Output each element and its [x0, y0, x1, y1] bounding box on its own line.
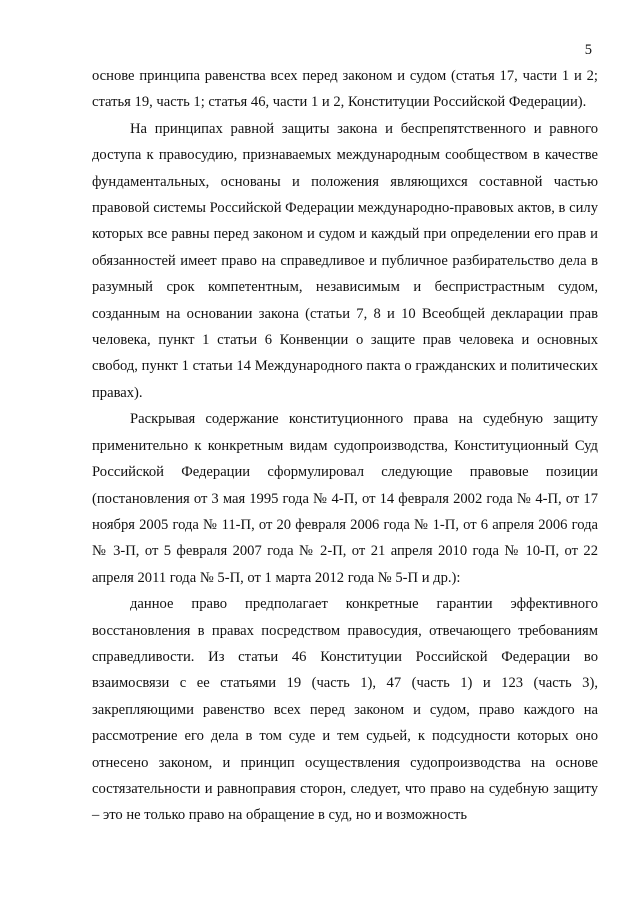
page-number: 5 [584, 42, 592, 58]
document-body [92, 63, 598, 829]
paragraph-continuation: основе принципа равенства всех перед законом и судом (статья 17, части 1 и 2; статья 19, часть 1; статья 46, части 1 и 2, Конституции Российской Федерации). [92, 68, 598, 111]
paragraph-right-guarantees: данное право предполагает конкретные гарантии эффективного восстановления в правах посредством правосудия, отвечающего требованиям справедливости. Из статьи 46 Конституции Российской Федерации во взаимосвязи с ее статьями 19 (часть 1), 47 (часть 1) и 123 (часть 3), закрепляющими равенство всех перед законом и судом, право каждого на рассмотрение его дела в том суде и тем судьей, к подсудности которых оно отнесено законом, и принцип осуществления судопроизводства на основе состязательности и равноправия сторон, следует, что право на судебную защиту – это не только право на обращение в суд, но и возможность [92, 596, 598, 824]
paragraph-equal-protection: На принципах равной защиты закона и беспрепятственного и равного доступа к правосудию, признаваемых международным сообществом в качестве фундаментальных, основаны и положения являющихся составной частью правовой системы Российской Федерации международно-правовых актов, в силу которых все равны перед законом и судом и каждый при определении его прав и обязанностей имеет право на справедливое и публичное разбирательство дела в разумный срок компетентным, независимым и беспристрастным судом, созданным на основании закона (статьи 7, 8 и 10 Всеобщей декларации прав человека, пункт 1 статьи 6 Конвенции о защите прав человека и основных свобод, пункт 1 статьи 14 Международного пакта о гражданских и политических правах). [92, 120, 598, 401]
paragraph-constitutional-court: Раскрывая содержание конституционного права на судебную защиту применительно к конкретным видам судопроизводства, Конституционный Суд Российской Федерации сформулировал следующие правовые позиции (постановления от 3 мая 1995 года № 4-П, от 14 февраля 2002 года № 4-П, от 17 ноября 2005 года № 11-П, от 20 февраля 2006 года № 1-П, от 6 апреля 2006 года № 3-П, от 5 февраля 2007 года № 2-П, от 21 апреля 2010 года № 10-П, от 22 апреля 2011 года № 5-П, от 1 марта 2012 года № 5-П и др.): [92, 411, 598, 586]
